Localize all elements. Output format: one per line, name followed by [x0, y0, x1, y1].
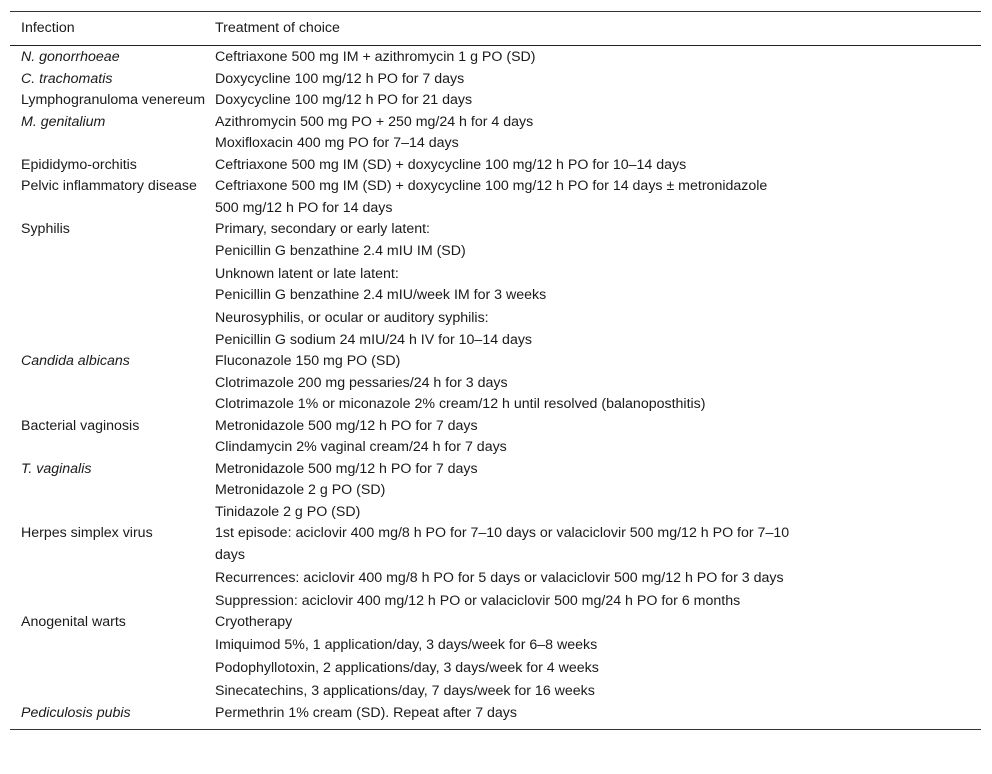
- infection-cell: [21, 69, 206, 91]
- treatment-line: Podophyllotoxin, 2 applications/day, 3 days/week for 4 weeks: [215, 660, 599, 676]
- infection-cell: [21, 47, 206, 69]
- infection-name: Bacterial vaginosis: [21, 417, 140, 434]
- infection-cell: [21, 176, 206, 198]
- infection-name: Pediculosis pubis: [21, 704, 131, 721]
- infection-name: T. vaginalis: [21, 460, 92, 477]
- infection-cell: [21, 351, 206, 373]
- infection-cell: [21, 112, 206, 134]
- infection-name: C. trachomatis: [21, 70, 113, 87]
- treatment-cell: [215, 155, 955, 177]
- treatment-cell: [215, 612, 955, 703]
- infection-cell: [21, 459, 206, 481]
- treatment-line: Recurrences: aciclovir 400 mg/8 h PO for 5 days or valaciclovir 500 mg/12 h PO for 3 days: [215, 569, 784, 586]
- treatment-line: Unknown latent or late latent:: [215, 265, 399, 282]
- treatment-table: [10, 11, 981, 730]
- table-row: [10, 219, 981, 351]
- treatment-line: 1st episode: aciclovir 400 mg/8 h PO for 7–10 days or valaciclovir 500 mg/12 h PO for 7–10: [215, 525, 790, 541]
- table-row: [10, 47, 981, 69]
- infection-name: Candida albicans: [21, 353, 130, 369]
- treatment-cell: [215, 47, 955, 69]
- header-treatment: Treatment of choice: [215, 20, 340, 36]
- treatment-line: Neurosyphilis, or ocular or auditory syphilis:: [215, 310, 489, 326]
- infection-name: Pelvic inflammatory disease: [21, 178, 197, 194]
- treatment-line: Penicillin G benzathine 2.4 mIU IM (SD): [215, 242, 466, 259]
- treatment-line: Fluconazole 150 mg PO (SD): [215, 353, 401, 369]
- treatment-cell: [215, 351, 955, 416]
- treatment-line: Azithromycin 500 mg PO + 250 mg/24 h for 4 days: [215, 113, 534, 130]
- infection-name: Herpes simplex virus: [21, 525, 153, 541]
- treatment-line: Doxycycline 100 mg/12 h PO for 7 days: [215, 70, 465, 87]
- treatment-block: [215, 219, 955, 262]
- treatment-line: Moxifloxacin 400 mg PO for 7–14 days: [215, 135, 459, 151]
- infection-cell: [21, 155, 206, 177]
- treatment-line: Metronidazole 2 g PO (SD): [215, 482, 386, 498]
- treatment-cell: [215, 112, 955, 155]
- table-row: [10, 459, 981, 524]
- infection-name: Epididymo-orchitis: [21, 156, 137, 173]
- table-row: [10, 90, 981, 112]
- table-row: [10, 523, 981, 612]
- treatment-block: [215, 568, 955, 590]
- treatment-cell: [215, 69, 955, 91]
- treatment-block: [215, 658, 955, 680]
- infection-cell: [21, 90, 206, 112]
- treatment-block: [215, 635, 955, 657]
- infection-cell: [21, 612, 206, 634]
- treatment-line: Sinecatechins, 3 applications/day, 7 days/week for 16 weeks: [215, 683, 595, 699]
- table-bottom-rule: [10, 724, 981, 730]
- treatment-cell: [215, 176, 955, 219]
- table-row: [10, 416, 981, 459]
- treatment-block: [215, 523, 955, 566]
- infection-name: Lymphogranuloma venereum: [21, 92, 206, 108]
- treatment-cell: [215, 703, 955, 725]
- infection-name: Syphilis: [21, 221, 70, 237]
- table-row: [10, 176, 981, 219]
- infection-name: Anogenital warts: [21, 614, 126, 630]
- treatment-block: [215, 308, 955, 351]
- treatment-block: [215, 264, 955, 307]
- treatment-line: Clotrimazole 1% or miconazole 2% cream/12 h until resolved (balanoposthitis): [215, 396, 706, 412]
- treatment-block: [215, 681, 955, 703]
- treatment-cell: [215, 90, 955, 112]
- treatment-cell: [215, 523, 955, 612]
- infection-cell: [21, 523, 206, 545]
- table-row: [10, 351, 981, 416]
- treatment-block: [215, 612, 955, 634]
- treatment-line: Ceftriaxone 500 mg IM (SD) + doxycycline 100 mg/12 h PO for 10–14 days: [215, 156, 687, 173]
- treatment-line: Metronidazole 500 mg/12 h PO for 7 days: [215, 417, 478, 434]
- treatment-line: Imiquimod 5%, 1 application/day, 3 days/week for 6–8 weeks: [215, 637, 598, 653]
- treatment-cell: [215, 219, 955, 351]
- infection-cell: [21, 219, 206, 241]
- table-row: [10, 703, 981, 725]
- treatment-line: Permethrin 1% cream (SD). Repeat after 7 days: [215, 704, 517, 721]
- header-infection: Infection: [21, 20, 75, 36]
- infection-cell: [21, 416, 206, 438]
- infection-name: M. genitalium: [21, 113, 106, 130]
- treatment-line: Primary, secondary or early latent:: [215, 221, 430, 237]
- table-row: [10, 112, 981, 155]
- treatment-cell: [215, 459, 955, 524]
- treatment-line: Metronidazole 500 mg/12 h PO for 7 days: [215, 460, 478, 477]
- table-row: [10, 69, 981, 91]
- treatment-line: Suppression: aciclovir 400 mg/12 h PO or valaciclovir 500 mg/24 h PO for 6 months: [215, 592, 741, 609]
- infection-cell: [21, 703, 206, 725]
- treatment-block: [215, 591, 955, 613]
- infection-name: N. gonorrhoeae: [21, 49, 120, 65]
- treatment-cell: [215, 416, 955, 459]
- treatment-line: Ceftriaxone 500 mg IM (SD) + doxycycline 100 mg/12 h PO for 14 days ± metronidazole: [215, 178, 768, 194]
- table-row: [10, 612, 981, 703]
- treatment-line: Tinidazole 2 g PO (SD): [215, 503, 361, 520]
- treatment-line: days: [215, 546, 245, 563]
- treatment-line: Doxycycline 100 mg/12 h PO for 21 days: [215, 92, 473, 108]
- treatment-line: 500 mg/12 h PO for 14 days: [215, 199, 393, 216]
- treatment-line: Clotrimazole 200 mg pessaries/24 h for 3 days: [215, 374, 508, 391]
- treatment-line: Penicillin G sodium 24 mIU/24 h IV for 10–14 days: [215, 331, 533, 348]
- treatment-line: Clindamycin 2% vaginal cream/24 h for 7 days: [215, 439, 507, 455]
- table-body: [10, 47, 981, 724]
- treatment-line: Ceftriaxone 500 mg IM + azithromycin 1 g PO (SD): [215, 49, 536, 65]
- table-row: [10, 155, 981, 177]
- treatment-line: Penicillin G benzathine 2.4 mIU/week IM for 3 weeks: [215, 287, 547, 303]
- treatment-line: Cryotherapy: [215, 614, 293, 630]
- table-header: [10, 11, 981, 46]
